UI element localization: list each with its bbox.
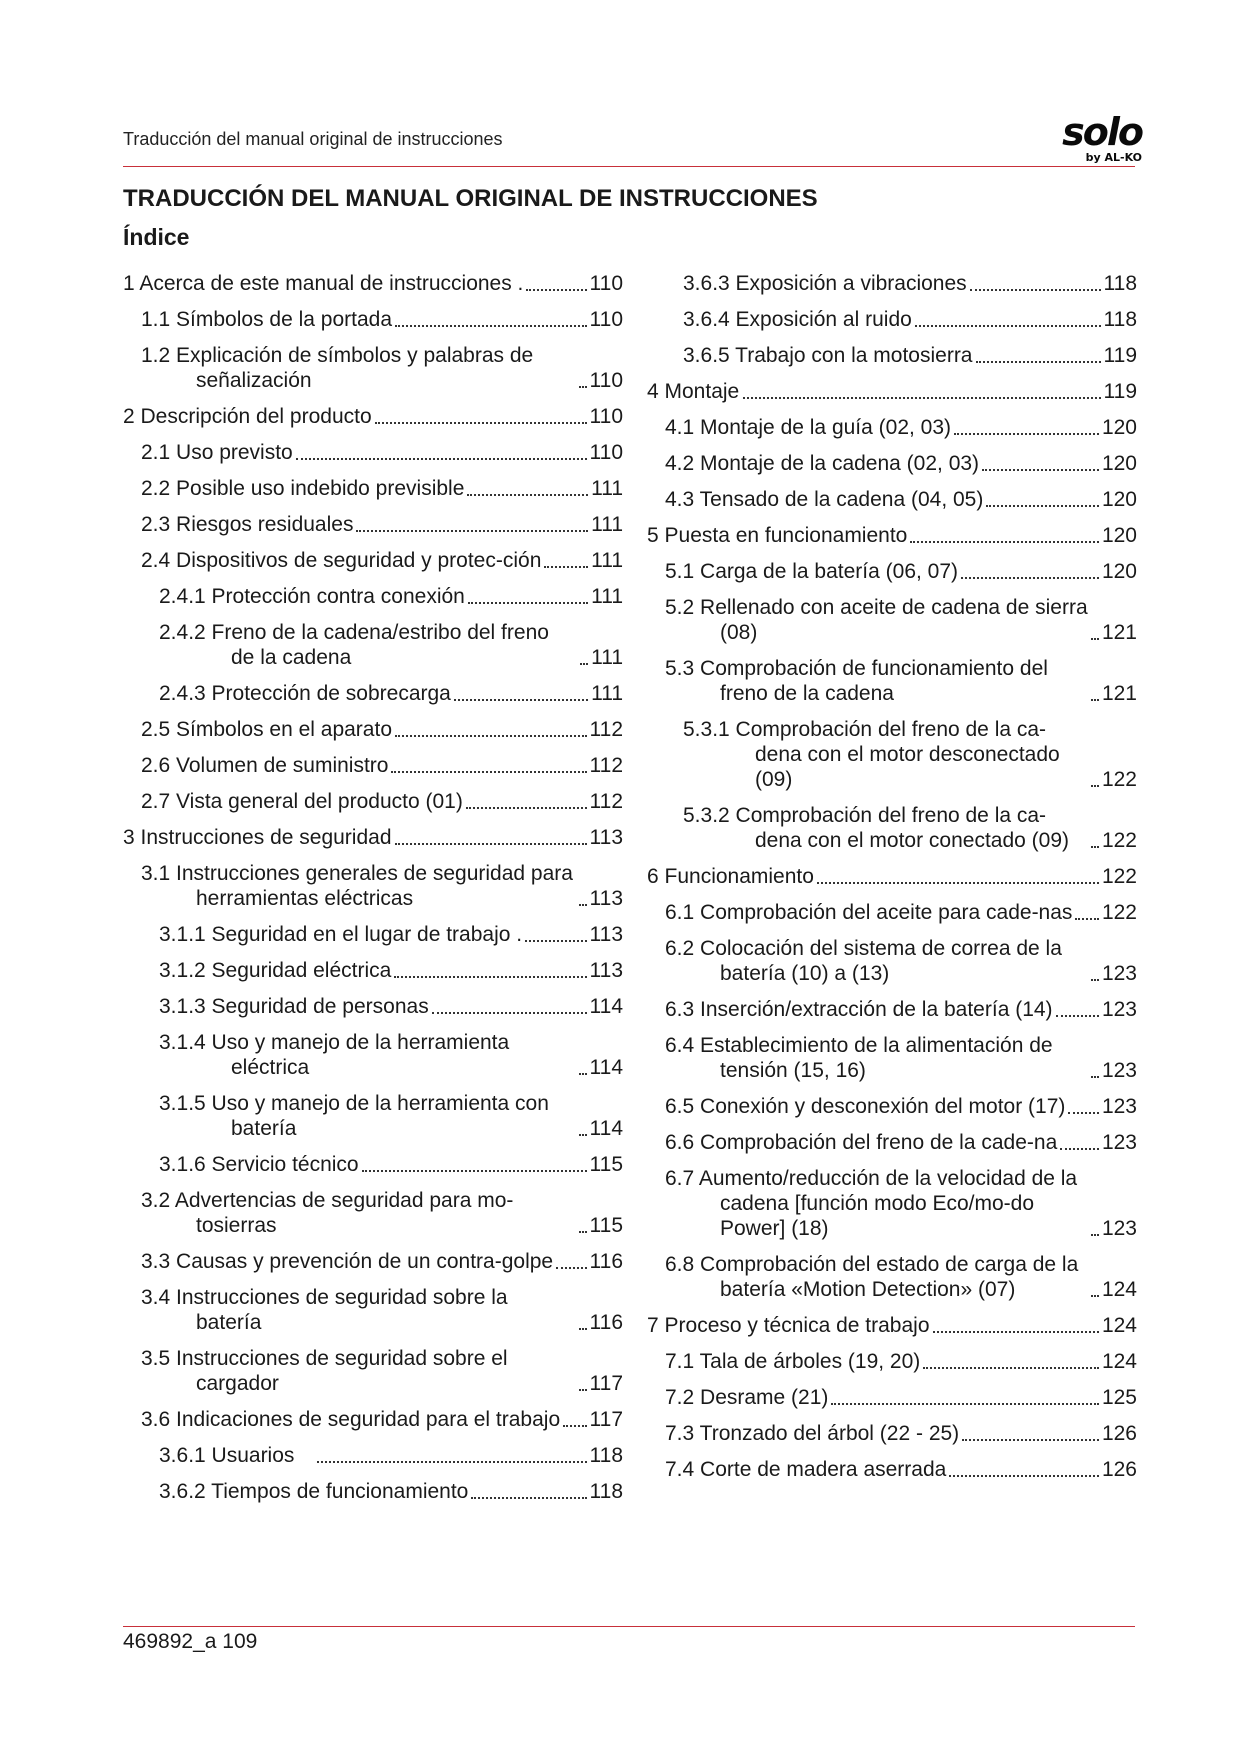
toc-entry-title: 3.6 Indicaciones de seguridad para el trabajo xyxy=(141,1408,561,1431)
toc-leader-dots xyxy=(375,402,587,424)
toc-page-number: 124 xyxy=(1101,1350,1137,1373)
toc-entry[interactable] xyxy=(647,1033,1137,1083)
toc-leader-dots xyxy=(1091,826,1099,848)
toc-entry[interactable] xyxy=(647,307,1137,332)
toc-entry[interactable] xyxy=(647,559,1137,584)
toc-entry-title: 6.4 Establecimiento de la alimentación de tensión (15, 16) xyxy=(665,1034,1053,1082)
toc-entry[interactable] xyxy=(123,1479,623,1504)
toc-entry-title: 2.5 Símbolos en el aparato xyxy=(141,718,392,741)
toc-entry-title: 6.2 Colocación del sistema de correa de la batería (10) a (13) xyxy=(665,937,1062,985)
toc-page-number: 123 xyxy=(1101,1095,1137,1118)
toc-page-number: 120 xyxy=(1101,452,1137,475)
toc-right-column xyxy=(647,271,1137,1493)
toc-leader-dots xyxy=(525,920,586,942)
toc-page-number: 111 xyxy=(591,682,623,705)
toc-entry-title: 7.4 Corte de madera aserrada xyxy=(665,1458,947,1481)
toc-leader-dots xyxy=(831,1383,1099,1405)
toc-page-number: 111 xyxy=(591,585,623,608)
toc-leader-dots xyxy=(432,992,587,1014)
toc-leader-dots xyxy=(962,1419,1099,1441)
toc-entry[interactable] xyxy=(123,440,623,465)
toc-leader-dots xyxy=(296,438,587,460)
toc-entry-title: 2.4 Dispositivos de seguridad y protec-ción xyxy=(141,549,542,572)
toc-entry[interactable] xyxy=(123,1249,623,1274)
document-title: TRADUCCIÓN DEL MANUAL ORIGINAL DE INSTRUCCIONES xyxy=(123,185,818,212)
toc-page-number: 123 xyxy=(1101,998,1137,1021)
toc-entry-title: 3.5 Instrucciones de seguridad sobre el cargador xyxy=(141,1347,508,1395)
toc-page-number: 114 xyxy=(589,995,623,1018)
toc-leader-dots xyxy=(1091,618,1099,640)
toc-entry[interactable] xyxy=(123,343,623,393)
toc-entry[interactable] xyxy=(123,584,623,609)
toc-leader-dots xyxy=(986,485,1099,507)
toc-entry[interactable] xyxy=(123,958,623,983)
toc-page-number: 118 xyxy=(1103,272,1137,295)
toc-leader-dots xyxy=(949,1455,1099,1477)
toc-entry[interactable] xyxy=(123,717,623,742)
toc-entry[interactable] xyxy=(123,825,623,850)
toc-leader-dots xyxy=(982,449,1099,471)
toc-leader-dots xyxy=(1068,1092,1099,1114)
toc-entry[interactable] xyxy=(123,548,623,573)
toc-entry-title: 4 Montaje xyxy=(647,380,740,403)
toc-page-number: 115 xyxy=(589,1153,623,1176)
toc-page-number: 126 xyxy=(1101,1422,1137,1445)
toc-page-number: 120 xyxy=(1101,416,1137,439)
toc-leader-dots xyxy=(817,862,1099,884)
toc-leader-dots xyxy=(1075,898,1099,920)
toc-entry[interactable] xyxy=(123,1443,623,1468)
toc-entry-title: 3.1 Instrucciones generales de seguridad para herramientas eléctricas xyxy=(141,862,573,910)
toc-leader-dots xyxy=(579,1211,587,1233)
toc-leader-dots xyxy=(579,1369,587,1391)
toc-entry[interactable] xyxy=(123,1152,623,1177)
toc-page-number: 110 xyxy=(589,441,623,464)
toc-page-number: 111 xyxy=(591,513,623,536)
toc-page-number: 123 xyxy=(1101,1217,1137,1240)
toc-entry[interactable] xyxy=(647,379,1137,404)
toc-entry[interactable] xyxy=(123,681,623,706)
toc-entry[interactable] xyxy=(123,1285,623,1335)
toc-entry[interactable] xyxy=(647,1130,1137,1155)
toc-leader-dots xyxy=(466,787,587,809)
toc-entry-title: 3.3 Causas y prevención de un contra-golpe xyxy=(141,1250,554,1273)
toc-leader-dots xyxy=(970,269,1101,291)
toc-page-number: 111 xyxy=(591,477,623,500)
toc-entry[interactable] xyxy=(123,753,623,778)
toc-page-number: 119 xyxy=(1103,380,1137,403)
toc-entry-title: 5.3.1 Comprobación del freno de la ca-dena con el motor desconectado (09) xyxy=(683,718,1060,791)
toc-entry[interactable] xyxy=(647,1457,1137,1482)
toc-entry-title: 3.1.2 Seguridad eléctrica xyxy=(159,959,392,982)
toc-entry[interactable] xyxy=(647,900,1137,925)
toc-entry-title: 1.1 Símbolos de la portada xyxy=(141,308,392,331)
toc-leader-dots xyxy=(1091,679,1099,701)
toc-page-number: 110 xyxy=(589,369,623,392)
toc-page-number: 126 xyxy=(1101,1458,1137,1481)
toc-entry-title: 5.1 Carga de la batería (06, 07) xyxy=(665,560,959,583)
toc-leader-dots xyxy=(544,546,588,568)
toc-page-number: 113 xyxy=(589,826,623,849)
toc-entry-title: 6.3 Inserción/extracción de la batería (14) xyxy=(665,998,1053,1021)
toc-entry[interactable] xyxy=(647,1252,1137,1302)
toc-entry-title: 3.6.4 Exposición al ruido xyxy=(683,308,912,331)
toc-leader-dots xyxy=(467,474,588,496)
toc-entry-title: 3.1.5 Uso y manejo de la herramienta con batería xyxy=(159,1092,549,1140)
toc-entry-title: 3.6.2 Tiempos de funcionamiento xyxy=(159,1480,469,1503)
toc-leader-dots xyxy=(579,366,587,388)
toc-entry[interactable] xyxy=(647,1313,1137,1338)
toc-entry[interactable] xyxy=(647,595,1137,645)
toc-entry-title: 3.1.1 Seguridad en el lugar de trabajo . xyxy=(159,923,523,946)
toc-entry[interactable] xyxy=(647,343,1137,368)
toc-page-number: 123 xyxy=(1101,1131,1137,1154)
toc-entry[interactable] xyxy=(123,922,623,947)
toc-leader-dots xyxy=(579,1053,587,1075)
toc-entry[interactable] xyxy=(123,789,623,814)
toc-entry[interactable] xyxy=(647,803,1137,853)
toc-entry[interactable] xyxy=(123,476,623,501)
toc-page-number: 120 xyxy=(1101,560,1137,583)
toc-entry[interactable] xyxy=(123,271,623,296)
toc-page-number: 111 xyxy=(591,549,623,572)
toc-entry-title: 4.2 Montaje de la cadena (02, 03) xyxy=(665,452,980,475)
header-divider xyxy=(123,166,1135,167)
logo-brand: solo xyxy=(1062,110,1142,154)
toc-entry-title: 2.4.2 Freno de la cadena/estribo del freno de la cadena xyxy=(159,621,549,669)
toc-entry-title: 6.8 Comprobación del estado de carga de la batería «Motion Detection» (07) xyxy=(665,1253,1079,1301)
toc-page-number: 113 xyxy=(589,959,623,982)
toc-leader-dots xyxy=(1091,1214,1099,1236)
toc-page-number: 116 xyxy=(589,1250,623,1273)
toc-entry-title: 2.7 Vista general del producto (01) xyxy=(141,790,463,813)
toc-page-number: 116 xyxy=(589,1311,623,1334)
toc-page-number: 114 xyxy=(589,1056,623,1079)
toc-entry[interactable] xyxy=(123,1346,623,1396)
toc-entry-title: 3.4 Instrucciones de seguridad sobre la batería xyxy=(141,1286,508,1334)
toc-entry-title: 5.3.2 Comprobación del freno de la ca-dena con el motor conectado (09) xyxy=(683,804,1070,852)
toc-leader-dots xyxy=(526,269,586,291)
toc-entry[interactable] xyxy=(647,451,1137,476)
toc-leader-dots xyxy=(579,884,587,906)
toc-page-number: 124 xyxy=(1101,1278,1137,1301)
toc-leader-dots xyxy=(556,1247,586,1269)
toc-leader-dots xyxy=(915,305,1101,327)
toc-leader-dots xyxy=(1060,1128,1099,1150)
toc-entry[interactable] xyxy=(647,1094,1137,1119)
toc-leader-dots xyxy=(923,1347,1099,1369)
toc-leader-dots xyxy=(395,823,587,845)
toc-page-number: 114 xyxy=(589,1117,623,1140)
toc-leader-dots xyxy=(394,956,586,978)
toc-entry-title: 6.1 Comprobación del aceite para cade-nas xyxy=(665,901,1073,924)
toc-entry[interactable] xyxy=(647,523,1137,548)
toc-entry-title: 6.6 Comprobación del freno de la cade-na xyxy=(665,1131,1058,1154)
toc-page-number: 117 xyxy=(589,1372,623,1395)
running-title: Traducción del manual original de instrucciones xyxy=(123,129,503,149)
toc-entry-title: 3.6.3 Exposición a vibraciones xyxy=(683,272,967,295)
toc-page-number: 110 xyxy=(589,308,623,331)
toc-entry[interactable] xyxy=(123,1091,623,1141)
toc-entry-title: 2.3 Riesgos residuales xyxy=(141,513,354,536)
toc-leader-dots xyxy=(1056,995,1099,1017)
toc-page-number: 110 xyxy=(589,272,623,295)
toc-page-number: 117 xyxy=(589,1408,623,1431)
toc-entry-title: 6.7 Aumento/reducción de la velocidad de la cadena [función modo Eco/mo-do Power] (18) xyxy=(665,1167,1078,1240)
toc-leader-dots xyxy=(362,1150,587,1172)
toc-leader-dots xyxy=(1091,1275,1099,1297)
toc-entry-title: 3.6.5 Trabajo con la motosierra xyxy=(683,344,973,367)
toc-entry-title: 5 Puesta en funcionamiento xyxy=(647,524,908,547)
toc-leader-dots xyxy=(563,1405,586,1427)
toc-leader-dots xyxy=(356,510,588,532)
toc-entry-title: 4.3 Tensado de la cadena (04, 05) xyxy=(665,488,984,511)
toc-leader-dots xyxy=(579,1308,587,1330)
toc-leader-dots xyxy=(910,521,1099,543)
toc-entry-title: 3.6.1 Usuarios xyxy=(159,1444,295,1467)
toc-entry[interactable] xyxy=(123,861,623,911)
toc-entry[interactable] xyxy=(647,271,1137,296)
toc-entry[interactable] xyxy=(647,864,1137,889)
toc-entry[interactable] xyxy=(647,1166,1137,1241)
toc-leader-dots xyxy=(317,1441,587,1463)
toc-entry-title: 7.3 Tronzado del árbol (22 - 25) xyxy=(665,1422,960,1445)
toc-entry-title: 2.6 Volumen de suministro xyxy=(141,754,389,777)
toc-page-number: 115 xyxy=(589,1214,623,1237)
toc-entry[interactable] xyxy=(647,1385,1137,1410)
toc-entry[interactable] xyxy=(123,404,623,429)
footer-divider xyxy=(123,1626,1135,1627)
toc-page-number: 122 xyxy=(1101,865,1137,888)
toc-entry-title: 2 Descripción del producto xyxy=(123,405,372,428)
toc-entry-title: 2.2 Posible uso indebido previsible xyxy=(141,477,465,500)
toc-leader-dots xyxy=(391,751,586,773)
toc-entry[interactable] xyxy=(123,994,623,1019)
toc-entry[interactable] xyxy=(647,1349,1137,1374)
toc-page-number: 120 xyxy=(1101,488,1137,511)
toc-entry-title: 2.4.1 Protección contra conexión xyxy=(159,585,465,608)
toc-page-number: 113 xyxy=(589,887,623,910)
toc-page-number: 118 xyxy=(1103,308,1137,331)
toc-entry-title: 7 Proceso y técnica de trabajo xyxy=(647,1314,930,1337)
toc-entry[interactable] xyxy=(123,1407,623,1432)
toc-page-number: 112 xyxy=(589,754,623,777)
toc-entry[interactable] xyxy=(123,1030,623,1080)
toc-page-number: 124 xyxy=(1101,1314,1137,1337)
toc-entry[interactable] xyxy=(123,620,623,670)
toc-entry-title: 7.2 Desrame (21) xyxy=(665,1386,829,1409)
toc-page-number: 125 xyxy=(1101,1386,1137,1409)
toc-entry[interactable] xyxy=(123,512,623,537)
toc-leader-dots xyxy=(580,643,588,665)
toc-leader-dots xyxy=(395,305,587,327)
toc-leader-dots xyxy=(976,341,1101,363)
toc-page-number: 122 xyxy=(1101,768,1137,791)
toc-entry-title: 6.5 Conexión y desconexión del motor (17) xyxy=(665,1095,1066,1118)
toc-entry-title: 5.2 Rellenado con aceite de cadena de sierra (08) xyxy=(665,596,1088,644)
toc-page-number: 122 xyxy=(1101,901,1137,924)
toc-entry-title: 3.1.4 Uso y manejo de la herramienta eléctrica xyxy=(159,1031,510,1079)
toc-page-number: 112 xyxy=(589,790,623,813)
toc-page-number: 119 xyxy=(1103,344,1137,367)
toc-leader-dots xyxy=(471,1477,586,1499)
toc-page-number: 121 xyxy=(1101,682,1137,705)
toc-entry[interactable] xyxy=(647,1421,1137,1446)
toc-leader-dots xyxy=(395,715,587,737)
toc-page-number: 122 xyxy=(1101,829,1137,852)
toc-entry-title: 2.4.3 Protección de sobrecarga xyxy=(159,682,451,705)
toc-leader-dots xyxy=(954,413,1099,435)
toc-entry[interactable] xyxy=(647,936,1137,986)
toc-page-number: 118 xyxy=(589,1444,623,1467)
logo-sub: by AL-KO xyxy=(1085,151,1142,164)
toc-page-number: 111 xyxy=(591,646,623,669)
toc-entry-title: 3.2 Advertencias de seguridad para mo-tosierras xyxy=(141,1189,514,1237)
toc-page-number: 113 xyxy=(589,923,623,946)
toc-entry[interactable] xyxy=(647,487,1137,512)
toc-leader-dots xyxy=(1091,1056,1099,1078)
toc-entry-title: 5.3 Comprobación de funcionamiento del freno de la cadena xyxy=(665,657,1048,705)
toc-leader-dots xyxy=(579,1114,587,1136)
toc-leader-dots xyxy=(1091,765,1099,787)
toc-entry[interactable] xyxy=(647,656,1137,706)
toc-left-column xyxy=(123,271,623,1515)
toc-entry-title: 4.1 Montaje de la guía (02, 03) xyxy=(665,416,952,439)
toc-page-number: 123 xyxy=(1101,1059,1137,1082)
toc-entry-title: 3.1.3 Seguridad de personas xyxy=(159,995,429,1018)
toc-entry-title: 2.1 Uso previsto xyxy=(141,441,293,464)
toc-entry-title: 3 Instrucciones de seguridad xyxy=(123,826,392,849)
toc-entry-title: 6 Funcionamiento xyxy=(647,865,814,888)
toc-entry[interactable] xyxy=(123,1188,623,1238)
toc-entry-title: 7.1 Tala de árboles (19, 20) xyxy=(665,1350,921,1373)
solo-logo xyxy=(1030,112,1142,168)
toc-page-number: 118 xyxy=(589,1480,623,1503)
toc-entry-title: 1.2 Explicación de símbolos y palabras de señalización xyxy=(141,344,534,392)
toc-page-number: 110 xyxy=(589,405,623,428)
toc-entry[interactable] xyxy=(647,717,1137,792)
toc-page-number: 123 xyxy=(1101,962,1137,985)
toc-leader-dots xyxy=(933,1311,1099,1333)
toc-leader-dots xyxy=(961,557,1099,579)
toc-entry[interactable] xyxy=(647,997,1137,1022)
toc-leader-dots xyxy=(1091,959,1099,981)
toc-page-number: 120 xyxy=(1101,524,1137,547)
toc-entry-title: 3.1.6 Servicio técnico xyxy=(159,1153,359,1176)
toc-leader-dots xyxy=(468,582,588,604)
toc-leader-dots xyxy=(743,377,1101,399)
footer-doc-number: 469892_a 109 xyxy=(123,1630,258,1653)
toc-entry[interactable] xyxy=(123,307,623,332)
toc-leader-dots xyxy=(454,679,588,701)
toc-entry[interactable] xyxy=(647,415,1137,440)
index-title: Índice xyxy=(123,224,190,250)
toc-entry-title: 1 Acerca de este manual de instrucciones . xyxy=(123,272,524,295)
toc-page-number: 121 xyxy=(1101,621,1137,644)
toc-page-number: 112 xyxy=(589,718,623,741)
